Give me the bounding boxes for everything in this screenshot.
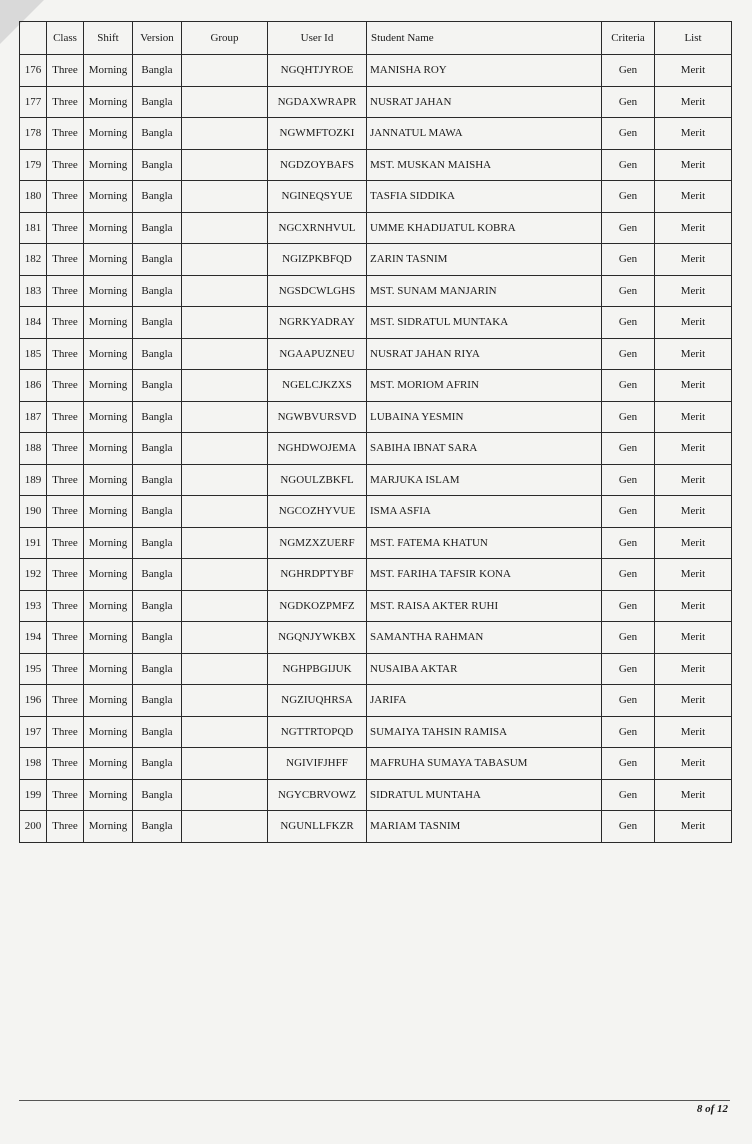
cell-class: Three: [47, 244, 84, 276]
cell-shift: Morning: [84, 307, 133, 339]
table-row: [20, 275, 732, 307]
header-student-name: Student Name: [367, 22, 602, 55]
cell-version: Bangla: [133, 653, 182, 685]
table-row: [20, 779, 732, 811]
cell-version: Bangla: [133, 716, 182, 748]
cell-user-id: NGWBVURSVD: [268, 401, 367, 433]
cell-user-id: NGUNLLFKZR: [268, 811, 367, 843]
table-row: [20, 716, 732, 748]
cell-version: Bangla: [133, 590, 182, 622]
cell-criteria: Gen: [602, 464, 655, 496]
table-row: [20, 748, 732, 780]
table-row: [20, 212, 732, 244]
cell-class: Three: [47, 653, 84, 685]
cell-group: [182, 527, 268, 559]
cell-shift: Morning: [84, 527, 133, 559]
cell-version: Bangla: [133, 149, 182, 181]
cell-version: Bangla: [133, 55, 182, 87]
cell-class: Three: [47, 527, 84, 559]
cell-student-name: SAMANTHA RAHMAN: [367, 622, 602, 654]
cell-student-name: SABIHA IBNAT SARA: [367, 433, 602, 465]
cell-list: Merit: [655, 653, 732, 685]
cell-user-id: NGCOZHYVUE: [268, 496, 367, 528]
cell-user-id: NGHDWOJEMA: [268, 433, 367, 465]
cell-group: [182, 338, 268, 370]
cell-group: [182, 275, 268, 307]
cell-shift: Morning: [84, 433, 133, 465]
cell-shift: Morning: [84, 401, 133, 433]
cell-student-name: MST. MORIOM AFRIN: [367, 370, 602, 402]
cell-list: Merit: [655, 55, 732, 87]
cell-criteria: Gen: [602, 181, 655, 213]
cell-shift: Morning: [84, 338, 133, 370]
cell-user-id: NGDZOYBAFS: [268, 149, 367, 181]
cell-criteria: Gen: [602, 653, 655, 685]
cell-serial: 194: [20, 622, 47, 654]
cell-shift: Morning: [84, 653, 133, 685]
header-list: List: [655, 22, 732, 55]
cell-criteria: Gen: [602, 433, 655, 465]
cell-shift: Morning: [84, 244, 133, 276]
cell-student-name: LUBAINA YESMIN: [367, 401, 602, 433]
table-row: [20, 118, 732, 150]
cell-user-id: NGAAPUZNEU: [268, 338, 367, 370]
cell-student-name: MST. SUNAM MANJARIN: [367, 275, 602, 307]
cell-serial: 199: [20, 779, 47, 811]
cell-class: Three: [47, 811, 84, 843]
cell-group: [182, 55, 268, 87]
cell-list: Merit: [655, 559, 732, 591]
header-shift: Shift: [84, 22, 133, 55]
cell-student-name: TASFIA SIDDIKA: [367, 181, 602, 213]
cell-user-id: NGYCBRVOWZ: [268, 779, 367, 811]
cell-student-name: MST. RAISA AKTER RUHI: [367, 590, 602, 622]
table-row: [20, 811, 732, 843]
cell-version: Bangla: [133, 527, 182, 559]
cell-list: Merit: [655, 748, 732, 780]
cell-serial: 183: [20, 275, 47, 307]
table-row: [20, 401, 732, 433]
cell-group: [182, 86, 268, 118]
cell-list: Merit: [655, 716, 732, 748]
cell-version: Bangla: [133, 779, 182, 811]
cell-serial: 195: [20, 653, 47, 685]
cell-list: Merit: [655, 464, 732, 496]
cell-shift: Morning: [84, 55, 133, 87]
cell-criteria: Gen: [602, 779, 655, 811]
footer-divider: [19, 1100, 730, 1101]
cell-list: Merit: [655, 622, 732, 654]
cell-class: Three: [47, 401, 84, 433]
cell-list: Merit: [655, 685, 732, 717]
cell-class: Three: [47, 307, 84, 339]
cell-serial: 187: [20, 401, 47, 433]
cell-criteria: Gen: [602, 212, 655, 244]
cell-criteria: Gen: [602, 118, 655, 150]
cell-group: [182, 401, 268, 433]
cell-user-id: NGWMFTOZKI: [268, 118, 367, 150]
cell-version: Bangla: [133, 622, 182, 654]
cell-list: Merit: [655, 212, 732, 244]
cell-list: Merit: [655, 401, 732, 433]
cell-class: Three: [47, 559, 84, 591]
cell-serial: 180: [20, 181, 47, 213]
cell-version: Bangla: [133, 685, 182, 717]
cell-class: Three: [47, 622, 84, 654]
table-row: [20, 685, 732, 717]
cell-shift: Morning: [84, 181, 133, 213]
cell-user-id: NGQHTJYROE: [268, 55, 367, 87]
cell-criteria: Gen: [602, 811, 655, 843]
table-row: [20, 86, 732, 118]
cell-group: [182, 149, 268, 181]
cell-group: [182, 433, 268, 465]
cell-version: Bangla: [133, 86, 182, 118]
cell-criteria: Gen: [602, 685, 655, 717]
cell-student-name: SUMAIYA TAHSIN RAMISA: [367, 716, 602, 748]
cell-student-name: MARIAM TASNIM: [367, 811, 602, 843]
cell-group: [182, 811, 268, 843]
cell-group: [182, 370, 268, 402]
cell-student-name: MARJUKA ISLAM: [367, 464, 602, 496]
cell-shift: Morning: [84, 779, 133, 811]
cell-group: [182, 590, 268, 622]
cell-list: Merit: [655, 590, 732, 622]
cell-criteria: Gen: [602, 527, 655, 559]
cell-user-id: NGRKYADRAY: [268, 307, 367, 339]
cell-shift: Morning: [84, 212, 133, 244]
cell-version: Bangla: [133, 181, 182, 213]
cell-student-name: UMME KHADIJATUL KOBRA: [367, 212, 602, 244]
cell-serial: 184: [20, 307, 47, 339]
cell-criteria: Gen: [602, 622, 655, 654]
table-header-row: [20, 22, 732, 55]
cell-criteria: Gen: [602, 401, 655, 433]
cell-class: Three: [47, 149, 84, 181]
table-row: [20, 590, 732, 622]
table-row: [20, 307, 732, 339]
cell-user-id: NGHPBGIJUK: [268, 653, 367, 685]
cell-serial: 186: [20, 370, 47, 402]
cell-serial: 197: [20, 716, 47, 748]
cell-student-name: MAFRUHA SUMAYA TABASUM: [367, 748, 602, 780]
cell-serial: 189: [20, 464, 47, 496]
cell-version: Bangla: [133, 464, 182, 496]
cell-criteria: Gen: [602, 496, 655, 528]
cell-student-name: MST. SIDRATUL MUNTAKA: [367, 307, 602, 339]
cell-class: Three: [47, 118, 84, 150]
cell-student-name: SIDRATUL MUNTAHA: [367, 779, 602, 811]
cell-class: Three: [47, 496, 84, 528]
cell-student-name: JARIFA: [367, 685, 602, 717]
cell-class: Three: [47, 685, 84, 717]
cell-serial: 191: [20, 527, 47, 559]
table-row: [20, 55, 732, 87]
cell-user-id: NGIZPKBFQD: [268, 244, 367, 276]
cell-group: [182, 559, 268, 591]
cell-version: Bangla: [133, 370, 182, 402]
table-row: [20, 433, 732, 465]
cell-class: Three: [47, 86, 84, 118]
cell-list: Merit: [655, 496, 732, 528]
cell-user-id: NGELCJKZXS: [268, 370, 367, 402]
cell-class: Three: [47, 433, 84, 465]
cell-user-id: NGDKOZPMFZ: [268, 590, 367, 622]
cell-shift: Morning: [84, 370, 133, 402]
cell-class: Three: [47, 716, 84, 748]
cell-group: [182, 622, 268, 654]
cell-serial: 190: [20, 496, 47, 528]
cell-student-name: JANNATUL MAWA: [367, 118, 602, 150]
cell-list: Merit: [655, 779, 732, 811]
cell-version: Bangla: [133, 307, 182, 339]
cell-list: Merit: [655, 118, 732, 150]
cell-group: [182, 118, 268, 150]
cell-user-id: NGSDCWLGHS: [268, 275, 367, 307]
cell-group: [182, 496, 268, 528]
cell-criteria: Gen: [602, 748, 655, 780]
cell-user-id: NGIVIFJHFF: [268, 748, 367, 780]
cell-student-name: MST. FATEMA KHATUN: [367, 527, 602, 559]
cell-student-name: NUSRAT JAHAN RIYA: [367, 338, 602, 370]
cell-class: Three: [47, 181, 84, 213]
header-version: Version: [133, 22, 182, 55]
cell-group: [182, 181, 268, 213]
table-row: [20, 149, 732, 181]
cell-version: Bangla: [133, 118, 182, 150]
cell-student-name: NUSAIBA AKTAR: [367, 653, 602, 685]
cell-version: Bangla: [133, 275, 182, 307]
cell-class: Three: [47, 275, 84, 307]
cell-group: [182, 244, 268, 276]
cell-user-id: NGZIUQHRSA: [268, 685, 367, 717]
table-row: [20, 559, 732, 591]
cell-criteria: Gen: [602, 307, 655, 339]
cell-student-name: ZARIN TASNIM: [367, 244, 602, 276]
cell-criteria: Gen: [602, 559, 655, 591]
cell-shift: Morning: [84, 118, 133, 150]
cell-list: Merit: [655, 244, 732, 276]
cell-shift: Morning: [84, 559, 133, 591]
cell-serial: 198: [20, 748, 47, 780]
table-row: [20, 244, 732, 276]
cell-class: Three: [47, 590, 84, 622]
cell-class: Three: [47, 779, 84, 811]
table-row: [20, 370, 732, 402]
cell-user-id: NGCXRNHVUL: [268, 212, 367, 244]
cell-student-name: MST. FARIHA TAFSIR KONA: [367, 559, 602, 591]
cell-shift: Morning: [84, 86, 133, 118]
cell-group: [182, 779, 268, 811]
table-row: [20, 338, 732, 370]
cell-criteria: Gen: [602, 86, 655, 118]
cell-serial: 176: [20, 55, 47, 87]
cell-shift: Morning: [84, 748, 133, 780]
cell-group: [182, 212, 268, 244]
cell-shift: Morning: [84, 275, 133, 307]
cell-list: Merit: [655, 149, 732, 181]
table-row: [20, 496, 732, 528]
cell-list: Merit: [655, 181, 732, 213]
cell-serial: 181: [20, 212, 47, 244]
cell-criteria: Gen: [602, 590, 655, 622]
table-row: [20, 181, 732, 213]
cell-shift: Morning: [84, 811, 133, 843]
cell-version: Bangla: [133, 401, 182, 433]
cell-list: Merit: [655, 370, 732, 402]
header-criteria: Criteria: [602, 22, 655, 55]
results-table: [19, 21, 732, 843]
cell-list: Merit: [655, 86, 732, 118]
cell-version: Bangla: [133, 811, 182, 843]
cell-version: Bangla: [133, 338, 182, 370]
cell-user-id: NGMZXZUERF: [268, 527, 367, 559]
cell-class: Three: [47, 464, 84, 496]
cell-shift: Morning: [84, 622, 133, 654]
cell-serial: 200: [20, 811, 47, 843]
cell-group: [182, 307, 268, 339]
cell-version: Bangla: [133, 244, 182, 276]
cell-serial: 177: [20, 86, 47, 118]
cell-serial: 185: [20, 338, 47, 370]
table-row: [20, 527, 732, 559]
cell-group: [182, 464, 268, 496]
header-group: Group: [182, 22, 268, 55]
cell-student-name: MST. MUSKAN MAISHA: [367, 149, 602, 181]
cell-student-name: MANISHA ROY: [367, 55, 602, 87]
cell-list: Merit: [655, 338, 732, 370]
cell-shift: Morning: [84, 464, 133, 496]
header-class: Class: [47, 22, 84, 55]
header-user-id: User Id: [268, 22, 367, 55]
cell-list: Merit: [655, 307, 732, 339]
cell-serial: 192: [20, 559, 47, 591]
cell-user-id: NGOULZBKFL: [268, 464, 367, 496]
cell-version: Bangla: [133, 748, 182, 780]
cell-serial: 193: [20, 590, 47, 622]
cell-shift: Morning: [84, 716, 133, 748]
cell-criteria: Gen: [602, 716, 655, 748]
cell-list: Merit: [655, 527, 732, 559]
cell-criteria: Gen: [602, 370, 655, 402]
cell-user-id: NGHRDPTYBF: [268, 559, 367, 591]
cell-criteria: Gen: [602, 338, 655, 370]
cell-class: Three: [47, 338, 84, 370]
cell-student-name: NUSRAT JAHAN: [367, 86, 602, 118]
cell-serial: 179: [20, 149, 47, 181]
cell-shift: Morning: [84, 590, 133, 622]
cell-list: Merit: [655, 433, 732, 465]
table-row: [20, 622, 732, 654]
page-number: 8 of 12: [696, 1103, 728, 1115]
cell-list: Merit: [655, 275, 732, 307]
cell-user-id: NGTTRTOPQD: [268, 716, 367, 748]
cell-group: [182, 653, 268, 685]
cell-serial: 188: [20, 433, 47, 465]
cell-class: Three: [47, 748, 84, 780]
cell-user-id: NGQNJYWKBX: [268, 622, 367, 654]
cell-list: Merit: [655, 811, 732, 843]
cell-serial: 182: [20, 244, 47, 276]
cell-class: Three: [47, 55, 84, 87]
cell-criteria: Gen: [602, 55, 655, 87]
cell-version: Bangla: [133, 496, 182, 528]
cell-shift: Morning: [84, 149, 133, 181]
header-serial: [20, 22, 47, 55]
cell-serial: 178: [20, 118, 47, 150]
cell-student-name: ISMA ASFIA: [367, 496, 602, 528]
cell-version: Bangla: [133, 433, 182, 465]
cell-class: Three: [47, 212, 84, 244]
cell-user-id: NGINEQSYUE: [268, 181, 367, 213]
cell-group: [182, 748, 268, 780]
cell-class: Three: [47, 370, 84, 402]
cell-serial: 196: [20, 685, 47, 717]
cell-criteria: Gen: [602, 275, 655, 307]
cell-shift: Morning: [84, 685, 133, 717]
cell-criteria: Gen: [602, 244, 655, 276]
cell-version: Bangla: [133, 212, 182, 244]
cell-user-id: NGDAXWRAPR: [268, 86, 367, 118]
cell-version: Bangla: [133, 559, 182, 591]
cell-group: [182, 685, 268, 717]
cell-criteria: Gen: [602, 149, 655, 181]
cell-group: [182, 716, 268, 748]
table-row: [20, 464, 732, 496]
cell-shift: Morning: [84, 496, 133, 528]
table-row: [20, 653, 732, 685]
